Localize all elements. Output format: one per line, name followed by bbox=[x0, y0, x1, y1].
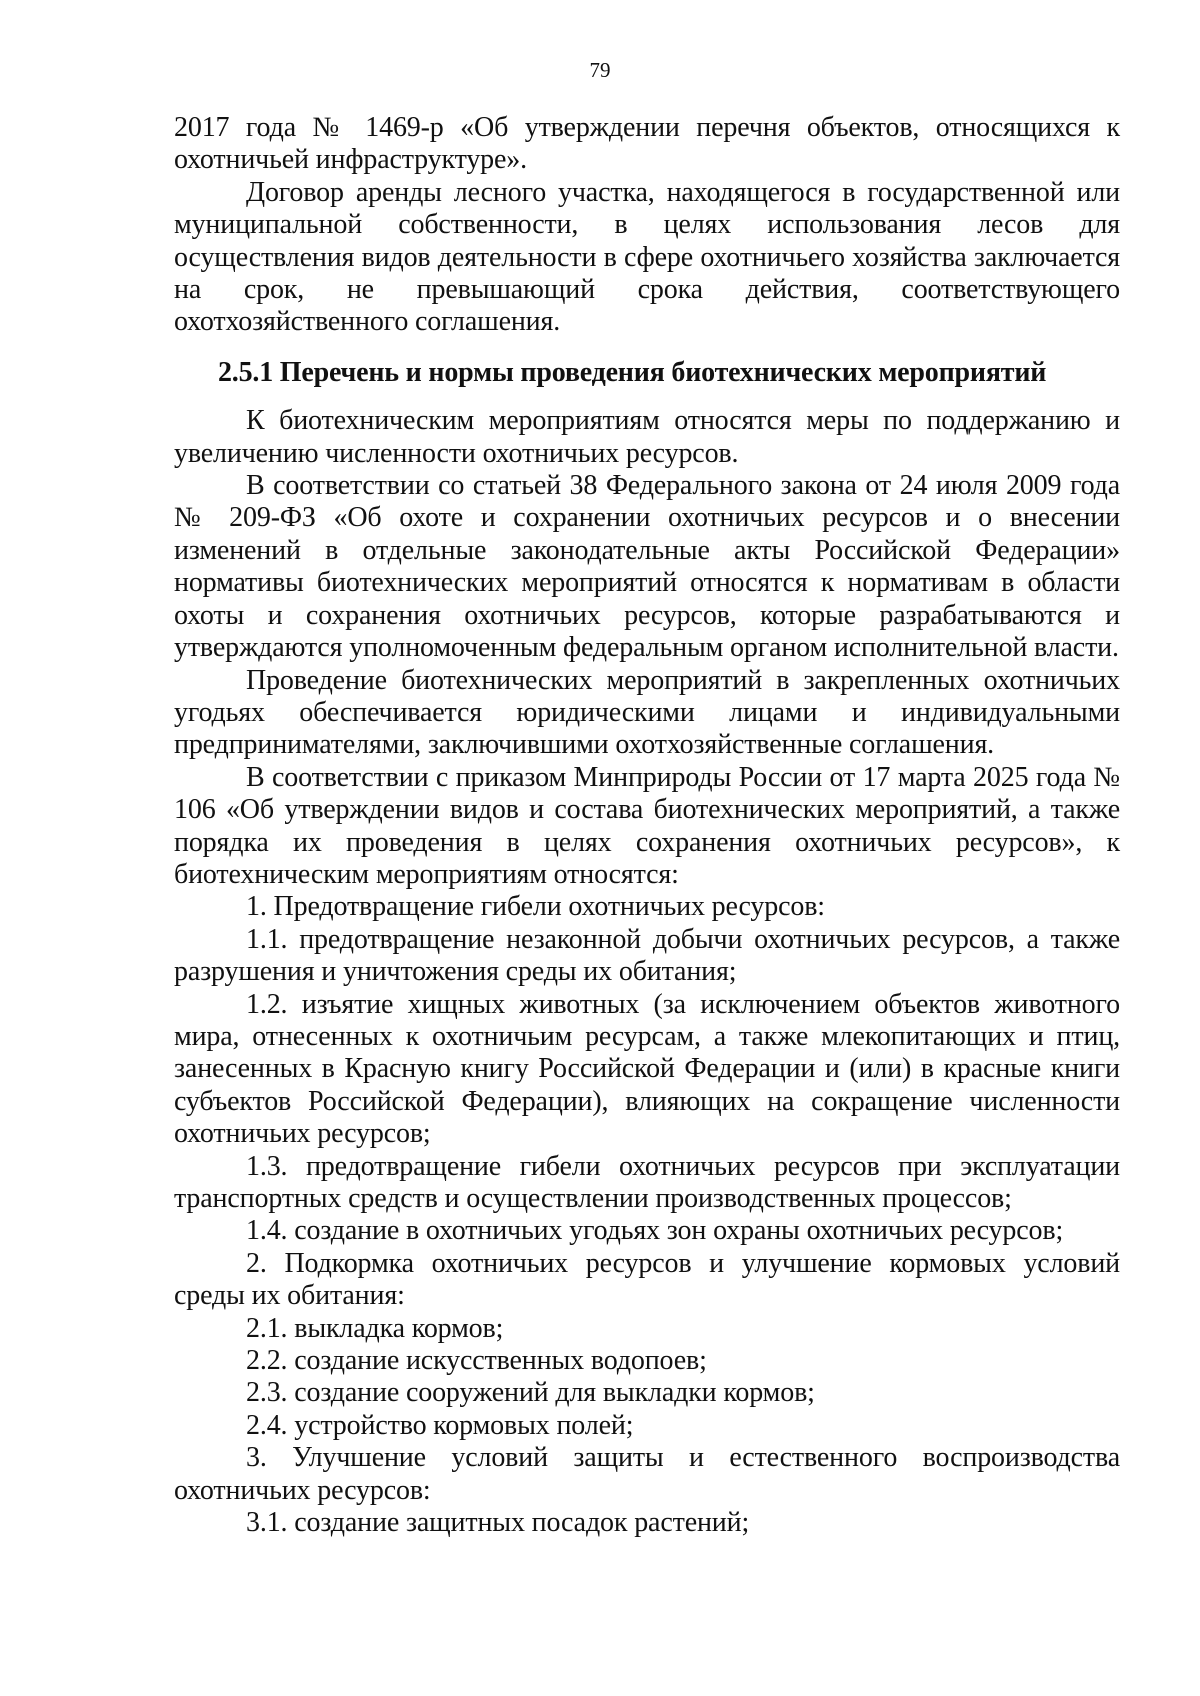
page-number: 79 bbox=[589, 58, 611, 82]
list-item: 1.3. предотвращение гибели охотничьих ресурсов при эксплуатации транспортных средств и осуществлении производственных процессов; bbox=[174, 1150, 1120, 1214]
list-item: 3.1. создание защитных посадок растений; bbox=[246, 1507, 750, 1539]
list-item: 1.2. изъятие хищных животных (за исключением объектов животного мира, отнесенных к охотничьим ресурсам, а также млекопитающих и птиц, занесенных в Красную книгу Российской Федерации и (или) в красные книги субъектов Российской Федерации), влияющих на сокращение численности охотничьих ресурсов; bbox=[174, 988, 1120, 1150]
list-item: 3. Улучшение условий защиты и естественного воспроизводства охотничьих ресурсов: bbox=[174, 1442, 1120, 1506]
list-item: 1.4. создание в охотничьих угодьях зон охраны охотничьих ресурсов; bbox=[246, 1215, 1064, 1247]
paragraph: В соответствии со статьей 38 Федерального закона от 24 июля 2009 года № 209-ФЗ «Об охоте и сохранении охотничьих ресурсов и о внесении изменений в отдельные законодательные акты Российской Федерации» нормативы биотехнических мероприятий относятся к нормативам в области охоты и сохранения охотничьих ресурсов, которые разрабатываются и утверждаются уполномоченным федеральным органом исполнительной власти. bbox=[174, 470, 1120, 664]
paragraph: 2017 года № 1469-р «Об утверждении перечня объектов, относящихся к охотничьей инфраструктуре». bbox=[174, 112, 1120, 176]
paragraph: К биотехническим мероприятиям относятся меры по поддержанию и увеличению численности охотничьих ресурсов. bbox=[174, 405, 1120, 469]
paragraph: В соответствии с приказом Минприроды России от 17 марта 2025 года № 106 «Об утверждении видов и состава биотехнических мероприятий, а также порядка их проведения в целях сохранения охотничьих ресурсов», к биотехническим мероприятиям относятся: bbox=[174, 761, 1120, 890]
list-item: 1.1. предотвращение незаконной добычи охотничьих ресурсов, а также разрушения и уничтожения среды их обитания; bbox=[174, 923, 1120, 988]
paragraph: Договор аренды лесного участка, находящегося в государственной или муниципальной собственности, в целях использования лесов для осуществления видов деятельности в сфере охотничьего хозяйства заключается на срок, не превышающий срока действия, соответствующего охотхозяйственного соглашения. bbox=[174, 176, 1120, 338]
paragraph: Проведение биотехнических мероприятий в закрепленных охотничьих угодьях обеспечивается юридическими лицами и индивидуальными предпринимателями, заключившими охотхозяйственные соглашения. bbox=[174, 664, 1120, 761]
list-item: 2. Подкормка охотничьих ресурсов и улучшение кормовых условий среды их обитания: bbox=[174, 1247, 1120, 1312]
list-item: 2.1. выкладка кормов; bbox=[246, 1312, 504, 1344]
list-item: 2.2. создание искусственных водопоев; bbox=[246, 1345, 707, 1377]
document-body bbox=[174, 112, 1120, 1539]
section-heading: 2.5.1 Перечень и нормы проведения биотехнических мероприятий bbox=[218, 356, 1047, 388]
list-item: 2.4. устройство кормовых полей; bbox=[246, 1409, 634, 1441]
list-item: 1. Предотвращение гибели охотничьих ресурсов: bbox=[246, 891, 825, 923]
list-item: 2.3. создание сооружений для выкладки кормов; bbox=[246, 1377, 815, 1409]
